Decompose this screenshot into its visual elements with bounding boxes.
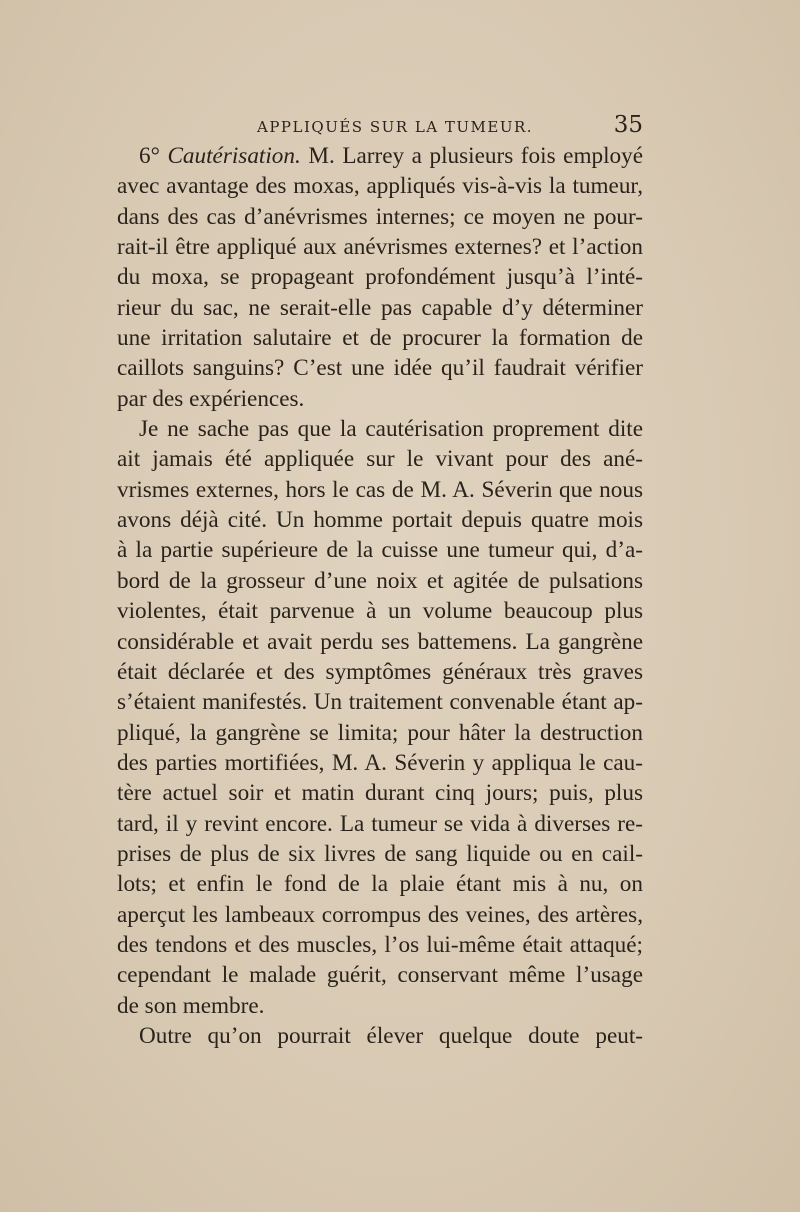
text-line: Je ne sache pas que la cautérisation proprement dite — [139, 416, 643, 443]
text-line: rieur du sac, ne serait-elle pas capable d’y déterminer — [117, 294, 643, 321]
text-line: pliqué, la gangrène se limita; pour hâter la destruction — [117, 719, 643, 746]
text-line: s’étaient manifestés. Un traitement convenable étant ap- — [117, 689, 643, 716]
text-line: lots; et enfin le fond de la plaie étant mis à nu, on — [117, 871, 643, 898]
text-line: bord de la grosseur d’une noix et agitée de pulsations — [117, 567, 643, 594]
text-line: Outre qu’on pourrait élever quelque doute peut- — [139, 1022, 643, 1049]
text-line: prises de plus de six livres de sang liquide ou en cail- — [117, 840, 643, 867]
text-line: une irritation salutaire et de procurer la formation de — [117, 325, 643, 352]
text-line: avec avantage des moxas, appliqués vis-à-vis la tumeur, — [117, 173, 643, 200]
text-line: par des expériences. — [117, 385, 305, 412]
text-segment: M. Larrey a plusieurs fois employé — [308, 143, 643, 169]
text-line: cependant le malade guérit, conservant même l’usage — [117, 962, 643, 989]
text-line: aperçut les lambeaux corrompus des veines, des artères, — [117, 901, 643, 928]
page-number: 35 — [613, 112, 643, 138]
text-line: tère actuel soir et matin durant cinq jours; puis, plus — [117, 780, 643, 807]
text-line: caillots sanguins? C’est une idée qu’il faudrait vérifier — [117, 355, 643, 382]
text-line: des parties mortifiées, M. A. Séverin y appliqua le cau- — [117, 749, 643, 776]
text-line: des tendons et des muscles, l’os lui-même était attaqué; — [117, 931, 643, 958]
text-line: à la partie supérieure de la cuisse une tumeur qui, d’a- — [117, 537, 643, 564]
text-line: du moxa, se propageant profondément jusqu’à l’inté- — [117, 264, 643, 291]
text-line: de son membre. — [117, 992, 265, 1019]
body-text — [117, 141, 643, 1051]
section-number: 6° — [139, 143, 160, 169]
text-line: était déclarée et des symptômes généraux très graves — [117, 658, 643, 685]
running-head: APPLIQUÉS SUR LA TUMEUR. — [257, 118, 534, 136]
text-line: dans des cas d’anévrismes internes; ce moyen ne pour- — [117, 203, 643, 230]
text-line: rait-il être appliqué aux anévrismes externes? et l’action — [117, 234, 643, 261]
text-line: avons déjà cité. Un homme portait depuis quatre mois — [117, 507, 643, 534]
text-line: tard, il y revint encore. La tumeur se vida à diverses re- — [117, 810, 643, 837]
section-title: Cautérisation. — [167, 143, 301, 169]
text-line: ait jamais été appliquée sur le vivant pour des ané- — [117, 446, 643, 473]
text-line: violentes, était parvenue à un volume beaucoup plus — [117, 598, 643, 625]
page-header — [117, 114, 643, 144]
text-line: considérable et avait perdu ses battemens. La gangrène — [117, 628, 643, 655]
text-line: vrismes externes, hors le cas de M. A. Séverin que nous — [117, 476, 643, 503]
text-line — [117, 141, 643, 171]
